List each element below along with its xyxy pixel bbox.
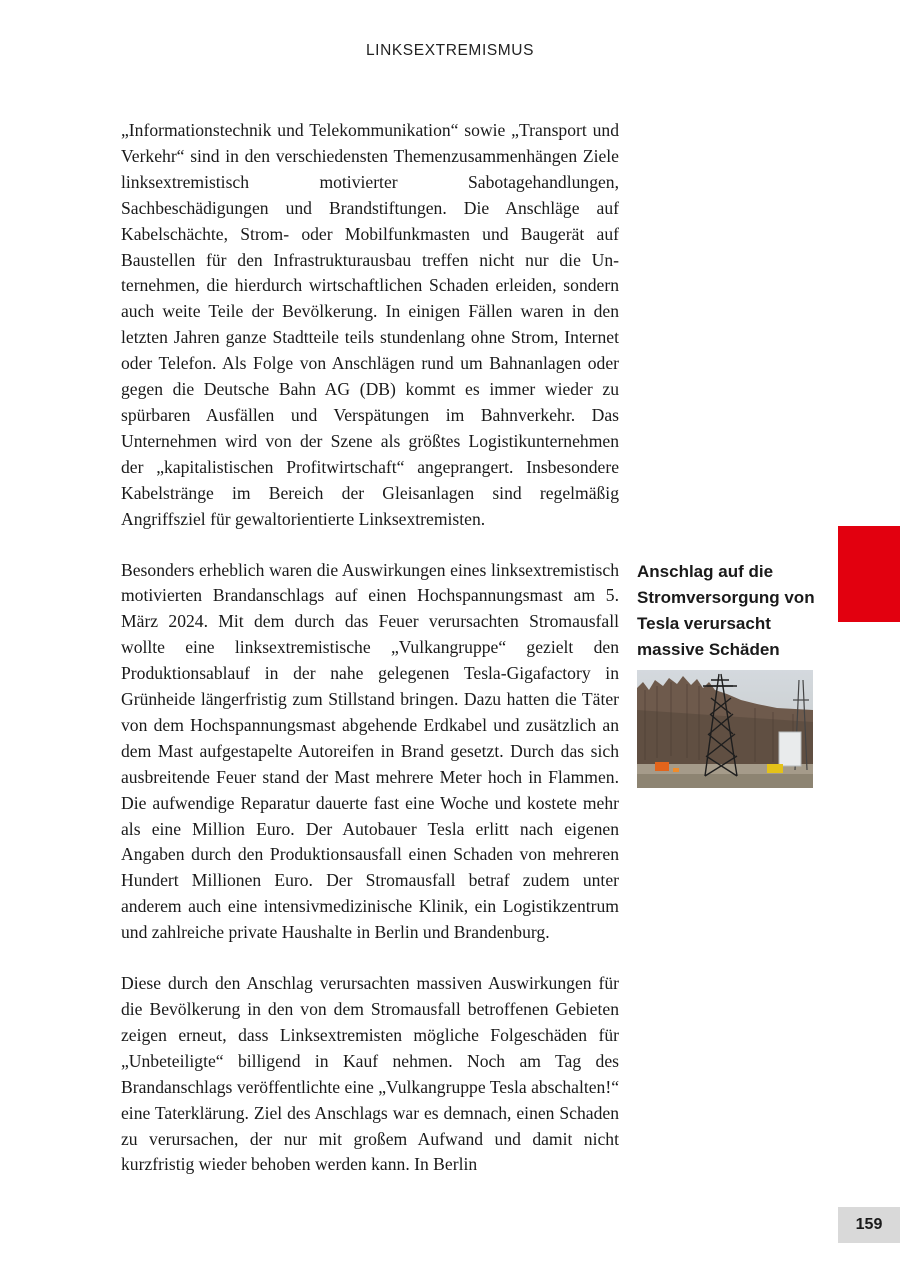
margin-heading: Anschlag auf die Stromversorgung von Tesla verursacht massive Schäden [637, 562, 815, 659]
body-paragraph-3: Diese durch den Anschlag verursachten massiven Auswirkungen für die Bevölkerung in den von dem Stromausfall betroffenen Gebieten zeigen erneut, dass Linksextremisten mögliche Folgeschäden für „Unbeteiligte“ billigend in Kauf nehmen. Noch am Tag des Brandanschlags veröffentlichte eine „Vulkangruppe Tesla abschalten!“ eine Taterklärung. Ziel des Anschlags war es demnach, einen Schaden zu verursachen, der nur mit großem Aufwand und damit nicht kurzfristig wieder behoben werden kann. In Berlin [121, 973, 619, 1175]
chapter-tab-marker [838, 526, 900, 622]
body-paragraph-2: Besonders erheblich waren die Auswirkungen eines linksextremistisch motivierten Brandanschlags auf einen Hochspannungsmast am 5. März 2024. Mit dem durch das Feuer verursachten Stromausfall wollte eine linksextremistische „Vulkangruppe“ gezielt den Produktionsablauf in der nahe gelegenen Tesla-Gigafactory in Grünheide längerfristig zum Stillstand bringen. Dazu hatten die Täter von dem Hochspannungsmast abgehende Erdkabel und zusätzlich an dem Mast aufgestapelte Autoreifen in Brand gesetzt. Durch das sich ausbreitende Feuer stand der Mast mehrere Meter hoch in Flammen. Die aufwendige Reparatur dauerte fast eine Woche und kostete mehr als eine Million Euro. Der Autobauer Tesla erlitt nach eigenen Angaben durch den Produktionsausfall einen Schaden von mehreren Hundert Millionen Euro. Der Stromausfall betraf zudem unter anderem auch eine intensivmedizinische Klinik, ein Logistikzentrum und zahlreiche private Haushalte in Berlin und Brandenburg. [121, 559, 619, 943]
power-pylon-photo [637, 670, 813, 788]
body-paragraph-1: „Informationstechnik und Telekommunikation“ sowie „Transport und Verkehr“ sind in den verschiedensten Themenzusammenhängen Ziele linksextremistisch motivierter Sabotagehandlungen, Sachbeschädigungen und Brandstiftungen. Die Anschläge auf Kabelschächte, Strom- oder Mobilfunkmasten und Baugerät auf Baustellen für den Infrastrukturausbau treffen nicht nur die Unternehmen, die hierdurch wirtschaftlichen Schaden erleiden, sondern auch weite Teile der Bevölkerung. In einigen Fällen waren in den letzten Jahren ganze Stadtteile teils stundenlang ohne Strom, Internet oder Telefon. Als Folge von Anschlägen rund um Bahnanlagen oder gegen die Deutsche Bahn AG (DB) kommt es immer wieder zu spürbaren Ausfällen und Verspätungen im Bahnverkehr. Das Unternehmen wird von der Szene als größtes Logistikunternehmen der „kapitalistischen Profitwirtschaft“ angeprangert. Insbesondere Kabelstränge im Bereich der Gleisanlagen sind regelmäßig Angriffsziel für gewaltorientierte Linksextremisten. [121, 120, 619, 529]
page-number: 159 [838, 1207, 900, 1243]
running-header: LINKSEXTREMISMUS [365, 42, 535, 59]
main-text-column [121, 118, 619, 1203]
